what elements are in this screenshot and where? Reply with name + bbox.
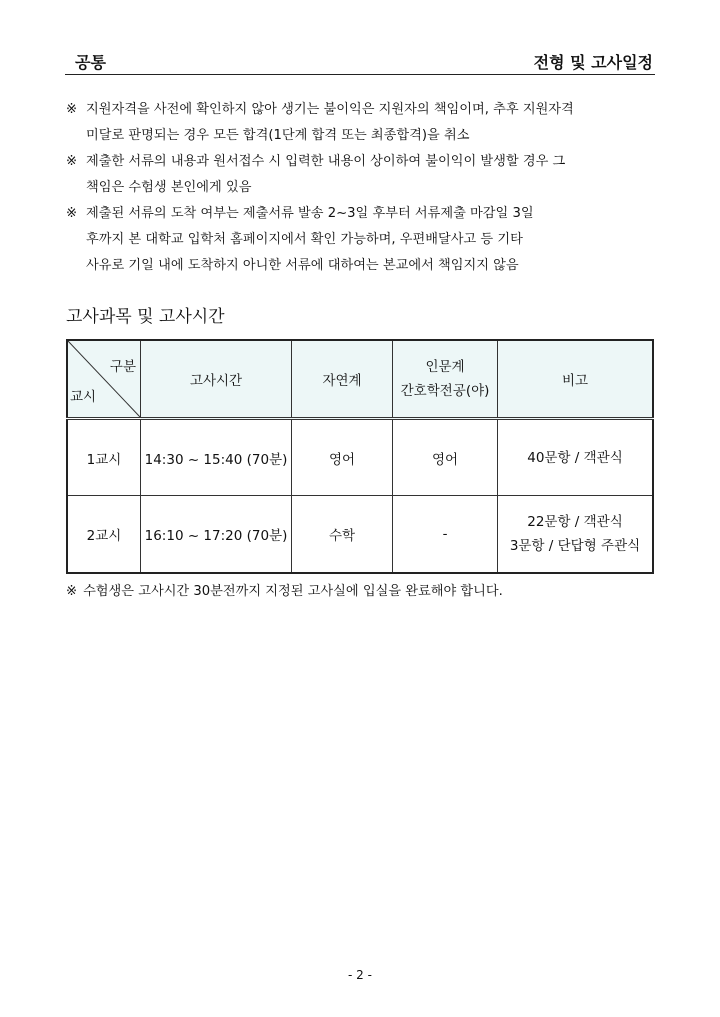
table-row	[67, 419, 653, 496]
period-cell: 2교시	[67, 496, 141, 574]
reference-mark: ※	[66, 584, 78, 599]
notice-line: 지원자격을 사전에 확인하지 않아 생기는 불이익은 지원자의 책임이며, 추후 지원자격	[86, 102, 574, 117]
page-header	[65, 50, 655, 75]
table-row	[67, 496, 653, 574]
reference-mark: ※	[66, 102, 78, 117]
header-section: 전형 및 고사일정	[533, 53, 653, 72]
notice-item	[66, 201, 666, 279]
remarks-line: 3문항 / 단답형 주관식	[509, 538, 641, 554]
header-nursing-label: 간호학전공(야)	[400, 383, 490, 399]
remarks-cell	[498, 419, 654, 496]
reference-mark: ※	[66, 154, 78, 169]
notice-line: 제출한 서류의 내용과 원서접수 시 입력한 내용이 상이하여 불이익이 발생할 경우 그	[86, 154, 566, 169]
footnote	[66, 580, 503, 599]
period-cell: 1교시	[67, 419, 141, 496]
notice-line: 제출된 서류의 도착 여부는 제출서류 발송 2~3일 후부터 서류제출 마감일 3일	[86, 206, 534, 221]
corner-bottom-label: 교시	[70, 389, 97, 405]
notice-line: 사유로 기일 내에 도착하지 아니한 서류에 대하여는 본교에서 책임지지 않음	[86, 258, 519, 273]
notice-item	[66, 97, 666, 149]
time-cell: 14:30 ~ 15:40 (70분)	[141, 419, 292, 496]
remarks-line: 40문항 / 객관식	[527, 449, 623, 466]
notice-line: 후까지 본 대학교 입학처 홈페이지에서 확인 가능하며, 우편배달사고 등 기타	[86, 232, 523, 247]
footnote-text: 수험생은 고사시간 30분전까지 지정된 고사실에 입실을 완료해야 합니다.	[83, 584, 503, 599]
notice-line: 책임은 수험생 본인에게 있음	[86, 180, 252, 195]
header-exam-time: 고사시간	[141, 340, 292, 419]
notice-list	[66, 97, 666, 279]
corner-top-label: 구분	[109, 359, 136, 375]
exam-schedule-table	[66, 339, 654, 574]
corner-header-cell	[67, 340, 141, 419]
section-title: 고사과목 및 고사시간	[66, 307, 225, 327]
humanities-subject-cell: 영어	[393, 419, 498, 496]
remarks-cell	[498, 496, 654, 574]
diagonal-divider	[68, 341, 140, 417]
notice-item	[66, 149, 666, 201]
remarks-line: 22문항 / 객관식	[527, 514, 623, 530]
header-remarks: 비고	[498, 340, 654, 419]
header-natural-science: 자연계	[292, 340, 393, 419]
page-number: - 2 -	[348, 968, 372, 982]
humanities-subject-cell: -	[393, 496, 498, 574]
header-humanities	[393, 340, 498, 419]
notice-line: 미달로 판명되는 경우 모든 합격(1단계 합격 또는 최종합격)을 취소	[86, 128, 470, 143]
header-humanities-label: 인문계	[425, 359, 465, 375]
natural-subject-cell: 수학	[292, 496, 393, 574]
header-category: 공통	[75, 53, 106, 72]
table-header-row	[67, 340, 653, 419]
time-cell: 16:10 ~ 17:20 (70분)	[141, 496, 292, 574]
reference-mark: ※	[66, 206, 78, 221]
natural-subject-cell: 영어	[292, 419, 393, 496]
